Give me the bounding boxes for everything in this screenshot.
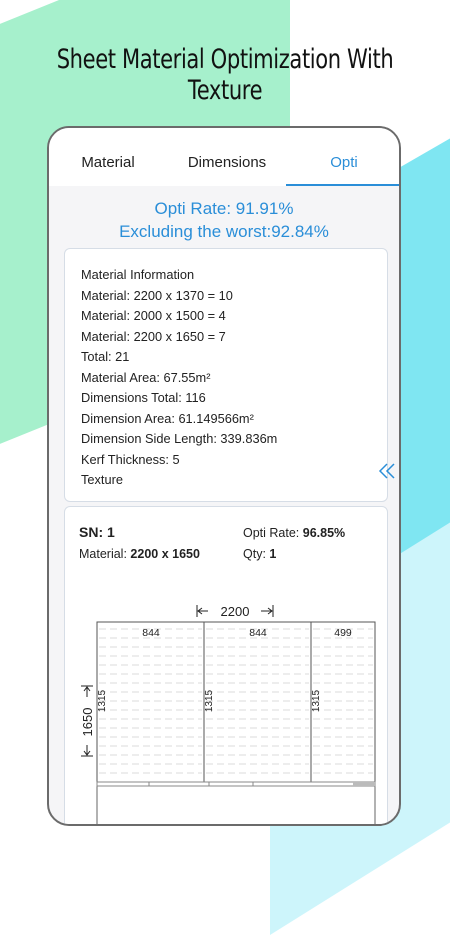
sheet-material-value: 2200 x 1650	[130, 547, 200, 561]
double-chevron-left-icon[interactable]	[377, 461, 397, 481]
excluding-worst-summary: Excluding the worst:92.84%	[119, 222, 329, 241]
cutting-layout-diagram	[65, 507, 389, 826]
info-side-length: Dimension Side Length: 339.836m	[81, 431, 278, 446]
piece-1-height: 1315	[97, 689, 108, 713]
piece-2-width: 844	[249, 627, 267, 639]
tab-bar	[49, 128, 399, 186]
sheet-qty-value: 1	[269, 547, 277, 561]
promo-headline: Sheet Material Optimization With Texture	[56, 44, 394, 106]
height-dimension	[80, 708, 95, 737]
sheet-opti-rate-label: Opti Rate:	[243, 526, 300, 540]
info-dimensions-total: Dimensions Total: 116	[81, 390, 206, 405]
sheet-material-label: Material:	[79, 547, 127, 561]
info-material-1: Material: 2200 x 1370 = 10	[81, 288, 233, 303]
piece-3-width: 499	[334, 627, 352, 639]
piece-2	[204, 622, 311, 782]
piece-3-height: 1315	[311, 689, 322, 713]
info-material-area: Material Area: 67.55m²	[81, 370, 211, 385]
sheet-qty-label: Qty:	[243, 547, 266, 561]
tab-opti[interactable]: Opti	[330, 154, 358, 171]
piece-2-height: 1315	[204, 689, 215, 713]
phone-frame	[47, 126, 401, 826]
tab-material[interactable]: Material	[81, 154, 135, 171]
sheet-outline	[97, 622, 375, 826]
info-kerf: Kerf Thickness: 5	[81, 452, 180, 467]
width-dimension-label: 2200	[220, 604, 250, 619]
info-dimension-area: Dimension Area: 61.149566m²	[81, 411, 254, 426]
sheet-opti-rate-value: 96.85%	[302, 526, 346, 540]
info-material-3: Material: 2200 x 1650 = 7	[81, 329, 226, 344]
piece-1-height-group	[97, 689, 108, 712]
offcut-block	[353, 782, 375, 786]
sheet-result-card	[64, 506, 388, 826]
piece-2-height-group	[204, 689, 215, 712]
opti-rate-summary: Opti Rate: 91.91%	[154, 199, 294, 218]
info-material-2: Material: 2000 x 1500 = 4	[81, 308, 226, 323]
active-tab-indicator	[286, 184, 401, 186]
waste-strip	[97, 782, 375, 786]
info-texture: Texture	[81, 472, 123, 487]
sheet-texture-pattern	[99, 629, 373, 773]
info-heading: Material Information	[81, 267, 195, 282]
height-dimension-label: 1650	[80, 707, 95, 737]
piece-1	[97, 622, 204, 782]
piece-3-height-group	[311, 689, 322, 712]
material-information-card	[64, 248, 388, 502]
info-total: Total: 21	[81, 349, 130, 364]
tab-dimensions[interactable]: Dimensions	[187, 154, 267, 171]
sheet-number: SN: 1	[79, 524, 115, 540]
piece-1-width: 844	[142, 627, 160, 639]
